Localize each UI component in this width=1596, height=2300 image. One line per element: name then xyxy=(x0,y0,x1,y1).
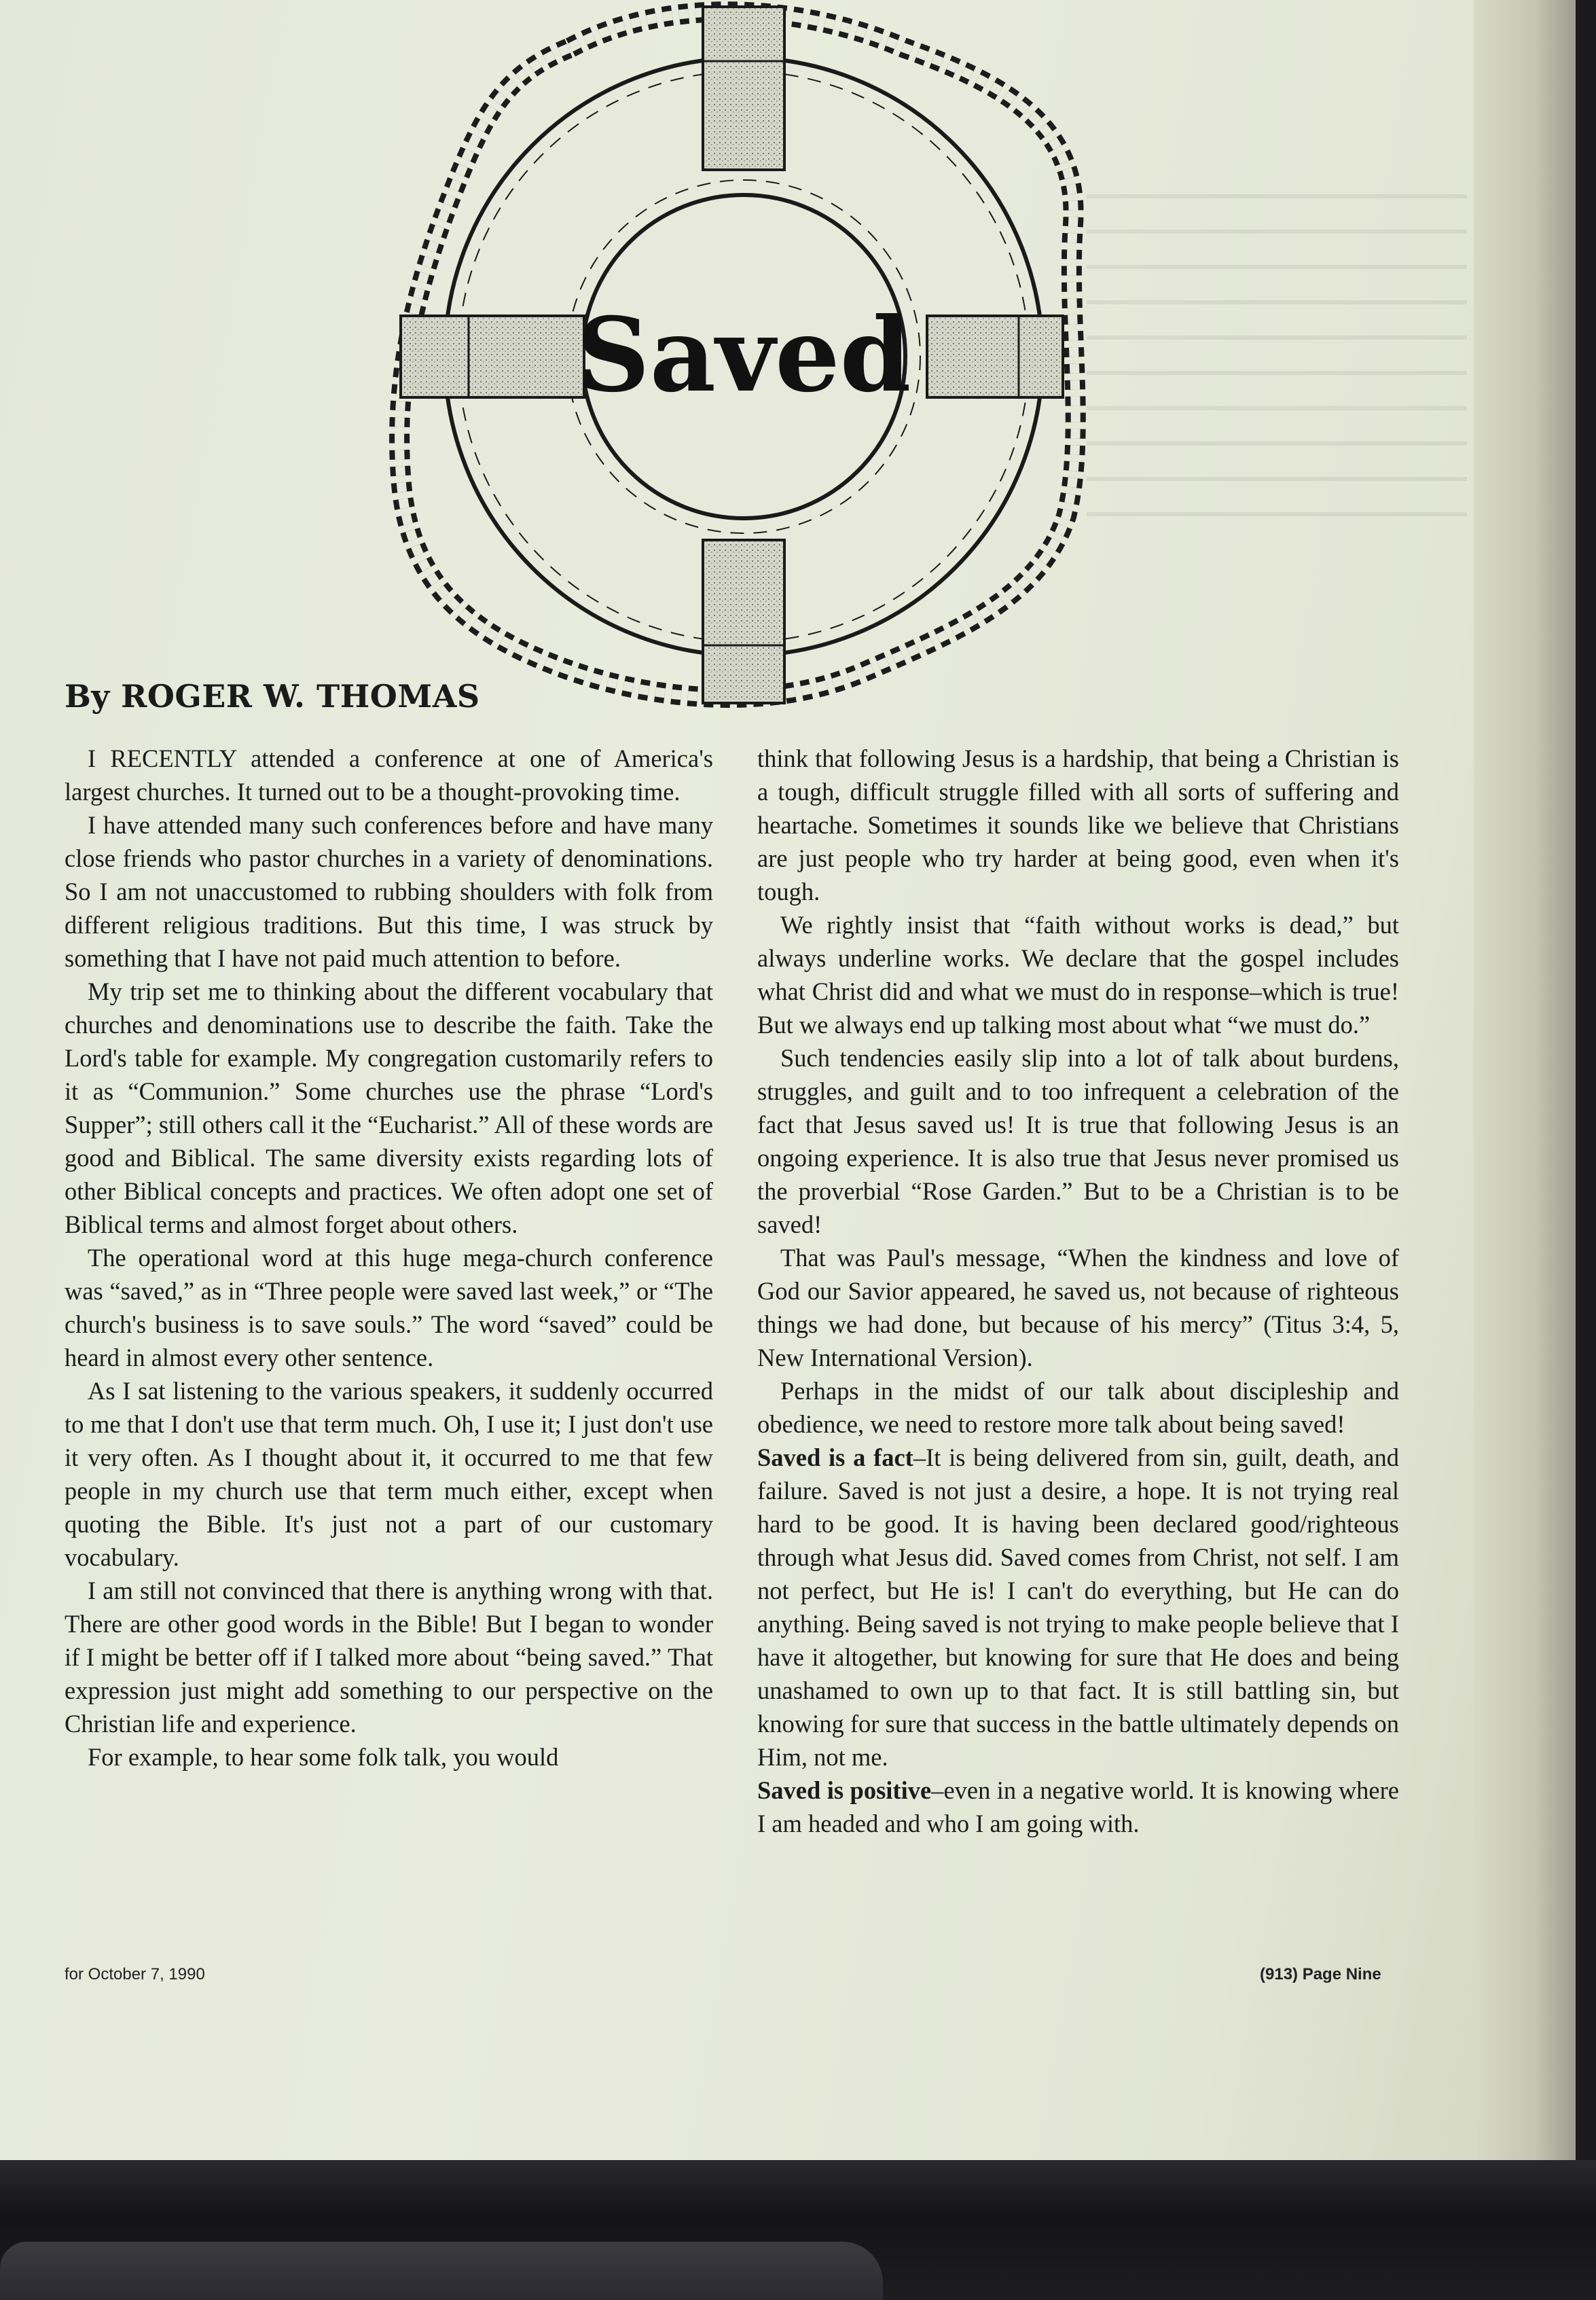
paragraph: We rightly insist that “faith without works is dead,” but always underline works. We declare that the gospel includes what Christ did and what we must do in response–which is true! But we always end up talking most about what “we must do.” xyxy=(757,911,1399,1039)
paragraph: For example, to hear some folk talk, you would xyxy=(88,1743,559,1771)
title-saved: Saved xyxy=(576,295,911,415)
section-text: –It is being delivered from sin, guilt, death, and failure. Saved is not just a desire, a hope. It is not trying real hard to be good. It is having been declared good/righteous through what Jesus did. Saved comes from Christ, not self. I am not perfect, but He is! I can't do everything, but He can do anything. Being saved is not trying to make people believe that I have it altogether, but knowing for sure that He does and being unashamed to own up to that fact. It is still battling sin, but knowing for sure that success in the battle ultimately depends on Him, not me. xyxy=(757,1443,1400,1771)
section-saved-is-positive xyxy=(757,1774,1399,1840)
section-saved-is-a-fact xyxy=(757,1441,1399,1774)
cloth-edge xyxy=(0,2242,883,2300)
section-lead: Saved is positive xyxy=(757,1776,932,1804)
paragraph: I have attended many such conferences before and have many close friends who pastor churches in a variety of denominations. So I am not unaccustomed to rubbing shoulders with folk from different religious traditions. But this time, I was struck by something that I have not paid much attention to before. xyxy=(65,811,713,972)
section-text: –even in a negative world. It is knowing where I am headed and who I am going with. xyxy=(757,1776,1399,1837)
paragraph: Perhaps in the midst of our talk about discipleship and obedience, we need to restore more talk about being saved! xyxy=(757,1377,1399,1438)
section-lead: Saved is a fact xyxy=(757,1443,913,1471)
show-through-bleed xyxy=(1087,163,1467,516)
life-ring-illustration xyxy=(387,0,1107,727)
paragraph: Such tendencies easily slip into a lot of talk about burdens, struggles, and guilt and to too infrequent a celebration of the fact that Jesus saved us! It is true that following Jesus is an ongoing experience. It is also true that Jesus never promised us the proverbial “Rose Garden.” But to be a Christian is to be saved! xyxy=(757,1044,1399,1238)
paragraph: That was Paul's message, “When the kindness and love of God our Savior appeared, he saved us, not because of righteous things we had done, but because of his mercy” (Titus 3:4, 5, New International Version). xyxy=(757,1244,1399,1371)
paragraph: As I sat listening to the various speakers, it suddenly occurred to me that I don't use that term much. Oh, I use it; I just don't use it very often. As I thought about it, it occurred to me that few people in my church use that term much either, except when quoting the Bible. It's just not a part of our customary vocabulary. xyxy=(65,1377,713,1571)
paragraph: think that following Jesus is a hardship, that being a Christian is a tough, difficult struggle filled with all sorts of suffering and heartache. Sometimes it sounds like we believe that Christians are just people who try harder at being good, even when it's tough. xyxy=(757,744,1399,905)
right-column xyxy=(757,742,1399,1840)
paragraph: My trip set me to thinking about the different vocabulary that churches and denominations use to describe the faith. Take the Lord's table for example. My congregation customarily refers to it as “Communion.” Some churches use the phrase “Lord's Supper”; still others call it the “Eucharist.” All of these words are good and Biblical. The same diversity exists regarding lots of other Biblical concepts and practices. We often adopt one set of Biblical terms and almost forget about others. xyxy=(65,977,713,1238)
byline: By ROGER W. THOMAS xyxy=(65,678,480,715)
footer-page-number: (913) Page Nine xyxy=(1260,1965,1381,1983)
left-column xyxy=(65,742,713,1774)
paragraph: I RECENTLY attended a conference at one of America's largest churches. It turned out to be a thought-provoking time. xyxy=(65,744,713,806)
footer-date: for October 7, 1990 xyxy=(65,1965,205,1983)
life-ring-icon xyxy=(387,0,1107,727)
paragraph: The operational word at this huge mega-church conference was “saved,” as in “Three people were saved last week,” or “The church's business is to save souls.” The word “saved” could be heard in almost every other sentence. xyxy=(65,1244,713,1371)
page-edge xyxy=(1474,0,1576,2160)
paragraph: I am still not convinced that there is anything wrong with that. There are other good words in the Bible! But I began to wonder if I might be better off if I talked more about “being saved.” That expression just might add something to our perspective on the Christian life and experience. xyxy=(65,1577,713,1738)
